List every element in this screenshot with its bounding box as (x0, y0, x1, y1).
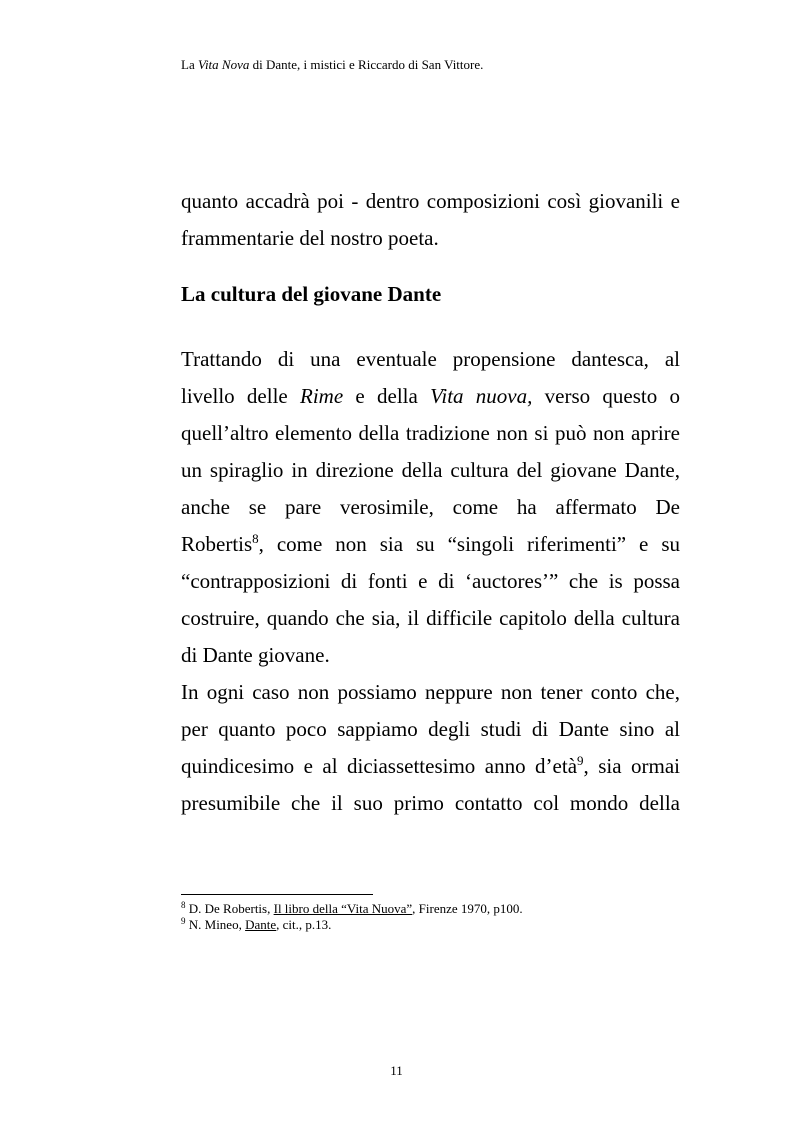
footnote-9-title: Dante (245, 917, 277, 932)
footnote-8-post: , Firenze 1970, p100. (412, 901, 523, 916)
footnote-8-pre: D. De Robertis, (185, 901, 274, 916)
p1-line-3: quell’altro elemento della tradizione non si può non aprire (181, 421, 680, 445)
p2-line-3 (181, 748, 680, 785)
section-heading: La cultura del giovane Dante (181, 282, 442, 306)
header-suffix: di Dante, i mistici e Riccardo di San Vittore. (249, 57, 484, 72)
p1-line-2-text-a: livello delle (181, 384, 300, 408)
p1-line-6-text-b: , come non sia su “singoli riferimenti” e su (258, 532, 680, 556)
p1-line-2 (181, 378, 680, 415)
p1-line-6-text-a: Robertis (181, 532, 253, 556)
p2-line-1: In ogni caso non possiamo neppure non tener conto che, (181, 680, 680, 704)
page-number: 11 (390, 1063, 403, 1078)
intro-text (181, 183, 680, 257)
p1-line-2-text-c: verso questo o (544, 384, 680, 408)
p2-line-2: per quanto poco sappiamo degli studi di Dante sino al (181, 717, 680, 741)
footnote-9-number: 9 (181, 916, 186, 926)
p1-italic-rime: Rime (300, 384, 344, 408)
footnote-8 (181, 901, 523, 917)
p2-line-3-text-a: quindicesimo e al diciassettesimo anno d’età (181, 754, 578, 778)
p2-line-4: presumibile che il suo primo contatto col mondo della (181, 791, 680, 815)
footnote-ref-8: 8 (252, 531, 259, 546)
footnote-9-pre: N. Mineo, (185, 917, 246, 932)
p1-italic-vita-nuova: Vita nuova, (430, 384, 533, 408)
intro-line-1: quanto accadrà poi - dentro composizioni così giovanili e (181, 189, 680, 213)
p2-line-3-text-b: , sia ormai (583, 754, 680, 778)
footnote-9-post: , cit., p.13. (276, 917, 332, 932)
footnote-ref-9: 9 (577, 753, 584, 768)
header-title-italic: Vita Nova (197, 57, 250, 72)
paragraph-1 (181, 341, 680, 674)
intro-line-2: frammentarie del nostro poeta. (181, 226, 439, 250)
p1-line-2-text-b: e della (355, 384, 431, 408)
footnote-separator (181, 894, 373, 895)
footnotes (181, 901, 523, 933)
p1-line-1: Trattando di una eventuale propensione dantesca, al (181, 347, 680, 371)
p1-line-6 (181, 526, 680, 563)
p1-line-9: di Dante giovane. (181, 643, 330, 667)
footnote-8-number: 8 (181, 900, 186, 910)
p1-line-7: “contrapposizioni di fonti e di ‘auctores’” che is possa (181, 569, 680, 593)
paragraph-2 (181, 674, 680, 822)
footnote-8-title: Il libro della “Vita Nuova” (273, 901, 413, 916)
header-prefix: La (181, 57, 198, 72)
p1-line-4: un spiraglio in direzione della cultura del giovane Dante, (181, 458, 680, 482)
running-header (181, 57, 483, 73)
p1-line-8: costruire, quando che sia, il difficile capitolo della cultura (181, 606, 680, 630)
footnote-9 (181, 917, 523, 933)
p1-line-5: anche se pare verosimile, come ha affermato De (181, 495, 680, 519)
